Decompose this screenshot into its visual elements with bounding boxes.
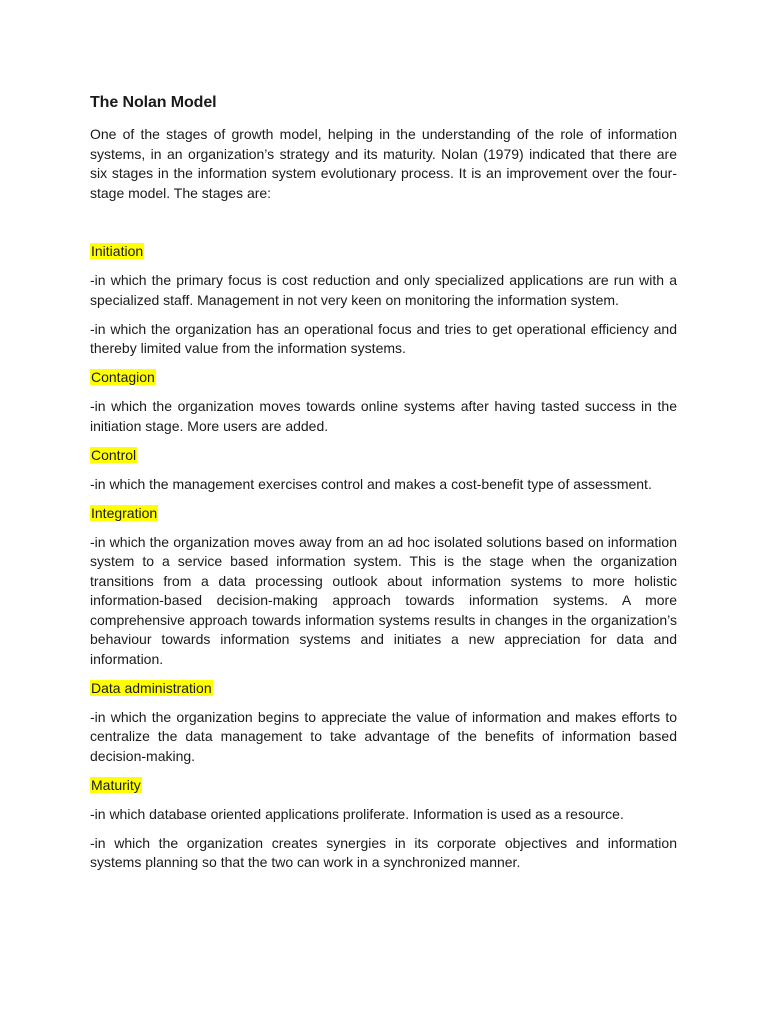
stage-initiation xyxy=(90,242,677,359)
stage-heading: Initiation xyxy=(91,243,144,259)
stage-heading: Integration xyxy=(91,504,158,521)
stage-data-administration xyxy=(90,679,677,767)
stage-control xyxy=(90,446,677,495)
stage-paragraph: -in which the organization creates synergies in its corporate objectives and information systems planning so that the two can work in a synchronized manner. xyxy=(90,834,677,870)
stage-heading: Maturity xyxy=(91,776,141,793)
stage-integration xyxy=(90,504,677,670)
stage-paragraph: -in which the organization has an operational focus and tries to get operational efficiency and thereby limited value from the information systems. xyxy=(90,320,677,356)
document-title: The Nolan Model xyxy=(90,94,217,111)
stage-paragraph: -in which the organization moves towards online systems after having tasted success in the initiation stage. More users are added. xyxy=(90,398,677,434)
stage-heading: Control xyxy=(91,446,137,463)
document-page xyxy=(90,93,677,882)
stage-heading: Contagion xyxy=(91,369,155,385)
stage-paragraph: -in which the management exercises control and makes a cost-benefit type of assessment. xyxy=(90,475,652,492)
stage-paragraph: -in which the organization begins to appreciate the value of information and makes efforts to centralize the data management to take advantage of the benefits of information based decision-making. xyxy=(90,708,677,764)
stage-heading: Data administration xyxy=(91,679,212,696)
stage-maturity xyxy=(90,776,677,873)
intro-paragraph: One of the stages of growth model, helping in the understanding of the role of information systems, in an organization’s strategy and its maturity. Nolan (1979) indicated that there are six stages in the information system evolutionary process. It is an improvement over the four-stage model. The stages are: xyxy=(90,126,677,201)
stage-contagion xyxy=(90,368,677,436)
stage-paragraph: -in which the primary focus is cost reduction and only specialized applications are run with a specialized staff. Management in not very keen on monitoring the information system. xyxy=(90,272,677,308)
stage-paragraph: -in which the organization moves away from an ad hoc isolated solutions based on information system to a service based information system. This is the stage when the organization transitions from a data processing outlook about information systems to more holistic information-based decision-making approach towards information systems. A more comprehensive approach towards information systems results in changes in the organization’s behaviour towards information systems and initiates a new appreciation for data and information. xyxy=(90,533,677,667)
stage-paragraph: -in which database oriented applications proliferate. Information is used as a resource. xyxy=(90,805,624,822)
